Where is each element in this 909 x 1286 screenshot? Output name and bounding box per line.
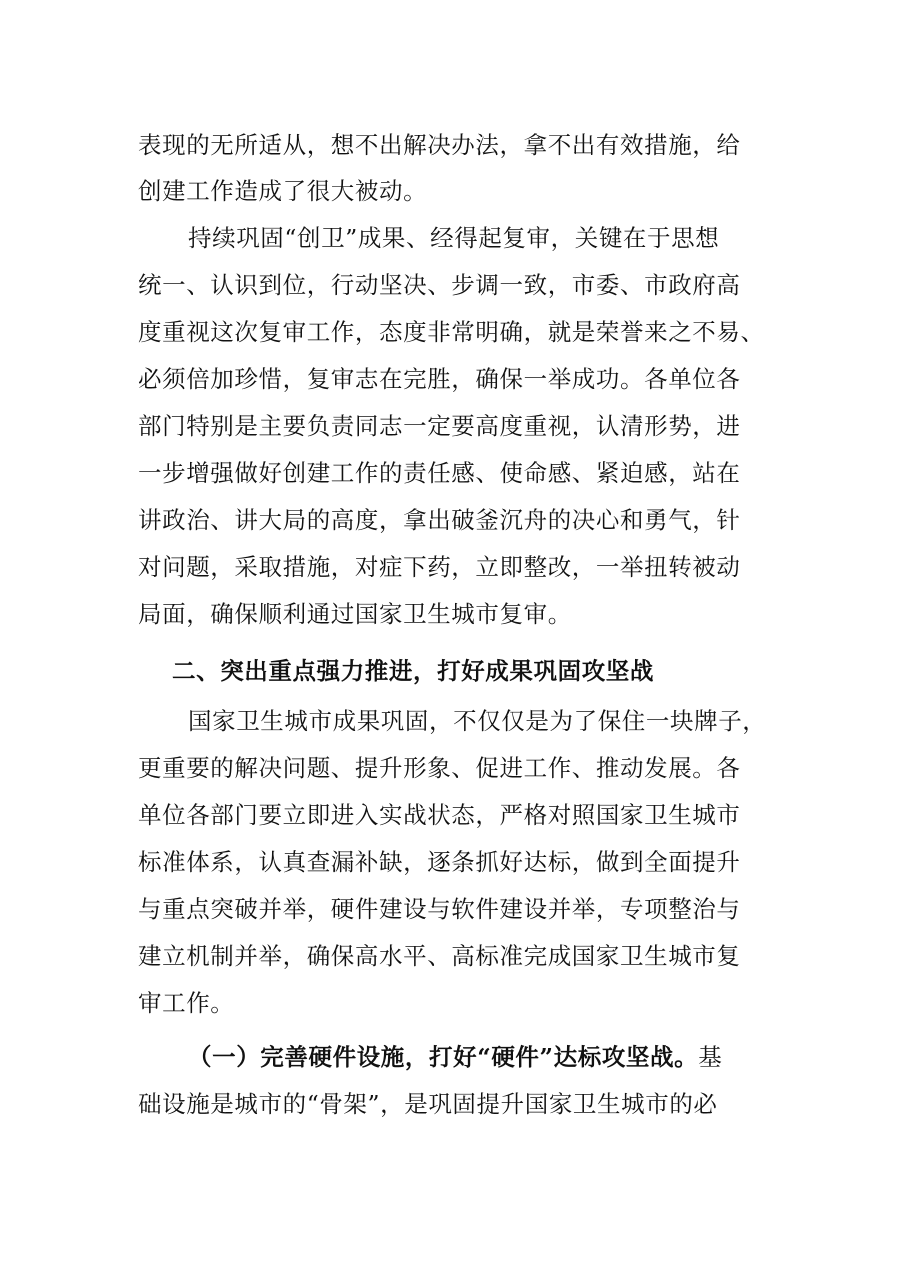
paragraph-start: 国家卫生城市成果巩固，不仅仅是为了保住一块牌子，: [188, 707, 767, 735]
text-line: 一步增强做好创建工作的责任感、使命感、紧迫感，站在: [138, 459, 741, 487]
text-line: 单位各部门要立即进入实战状态，严格对照国家卫生城市: [138, 801, 741, 829]
text-line: 部门特别是主要负责同志一定要高度重视，认清形势，进: [138, 412, 741, 440]
text-line: 对问题，采取措施，对症下药，立即整改，一举扭转被动: [138, 553, 741, 581]
text-line: 度重视这次复审工作，态度非常明确，就是荣誉来之不易、: [138, 318, 765, 346]
subheading-title: （一）完善硬件设施，打好“硬件”达标攻坚战。: [188, 1043, 699, 1071]
subheading-paragraph: [188, 1033, 828, 1081]
text-line: 建立机制并举，确保高水平、高标准完成国家卫生城市复: [138, 942, 741, 970]
text-line: 更重要的解决问题、提升形象、促进工作、推动发展。各: [138, 754, 741, 782]
text-line: 创建工作造成了很大被动。: [138, 177, 428, 205]
text-line: 标准体系，认真查漏补缺，逐条抓好达标，做到全面提升: [138, 848, 741, 876]
text-line: 必须倍加珍惜，复审志在完胜，确保一举成功。各单位各: [138, 365, 741, 393]
text-line: 局面，确保顺利通过国家卫生城市复审。: [138, 600, 572, 628]
text-line: 审工作。: [138, 989, 235, 1017]
text-line: 统一、认识到位，行动坚决、步调一致，市委、市政府高: [138, 271, 741, 299]
text-line: 础设施是城市的“骨架”，是巩固提升国家卫生城市的必: [138, 1090, 718, 1118]
paragraph-start: 持续巩固“创卫”成果、经得起复审，关键在于思想: [188, 224, 720, 252]
text-line: 与重点突破并举，硬件建设与软件建设并举，专项整治与: [138, 895, 741, 923]
text-line: 讲政治、讲大局的高度，拿出破釜沉舟的决心和勇气，针: [138, 506, 741, 534]
subheading-continuation: 基: [698, 1043, 723, 1071]
section-heading: 二、突出重点强力推进，打好成果巩固攻坚战: [172, 657, 654, 685]
text-line: 表现的无所适从，想不出解决办法，拿不出有效措施，给: [138, 131, 741, 159]
